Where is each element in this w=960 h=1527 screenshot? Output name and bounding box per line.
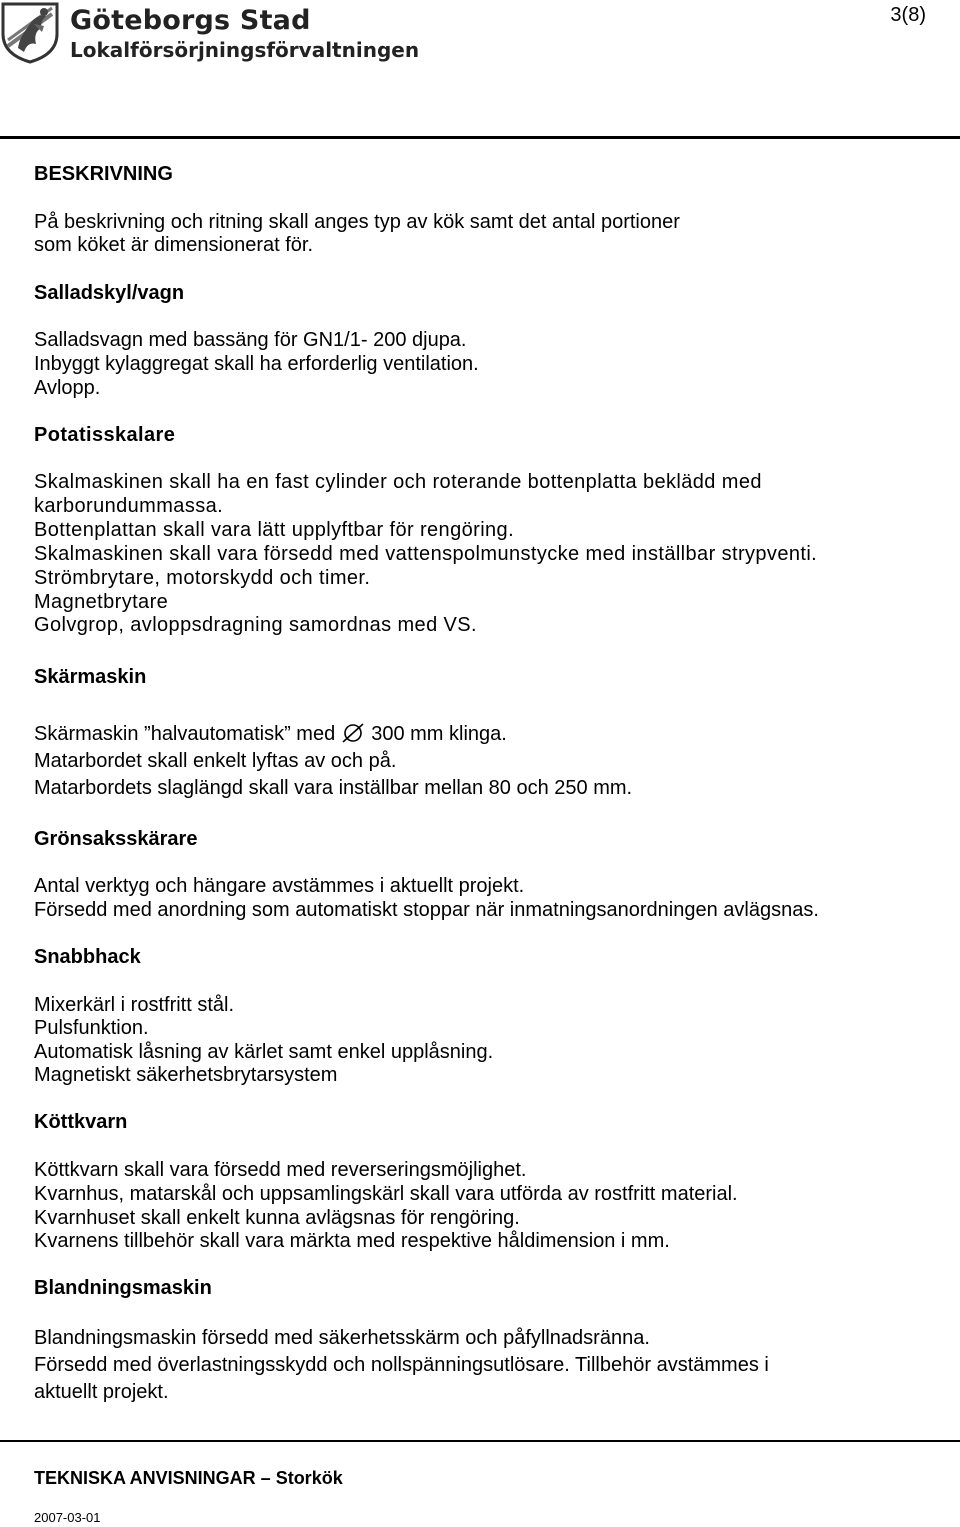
section-heading-skarmaskin: Skärmaskin xyxy=(34,666,147,688)
text-line: Blandningsmaskin försedd med säkerhetsskärm och påfyllnadsränna. xyxy=(34,1327,650,1349)
diameter-symbol-icon xyxy=(341,723,365,743)
text-line: Pulsfunktion. xyxy=(34,1017,149,1039)
section-heading-kottkvarn: Köttkvarn xyxy=(34,1111,128,1133)
text-line: Försedd med anordning som automatiskt stoppar när inmatningsanordningen avlägsnas. xyxy=(34,899,819,921)
text-line: Skalmaskinen skall ha en fast cylinder och roterande bottenplatta beklädd med xyxy=(34,471,762,493)
city-crest-logo xyxy=(0,0,60,64)
footer-divider xyxy=(0,1440,960,1442)
text-line: Matarbordets slaglängd skall vara inställbar mellan 80 och 250 mm. xyxy=(34,777,633,799)
footer-title: TEKNISKA ANVISNINGAR – Storkök xyxy=(34,1468,343,1488)
text-line: aktuellt projekt. xyxy=(34,1381,169,1403)
text-line: Antal verktyg och hängare avstämmes i aktuellt projekt. xyxy=(34,875,525,897)
header-divider xyxy=(0,136,960,139)
page-number: 3(8) xyxy=(890,4,926,26)
text-fragment: Skärmaskin ”halvautomatisk” med xyxy=(34,723,336,745)
text-line: Automatisk låsning av kärlet samt enkel upplåsning. xyxy=(34,1041,494,1063)
text-line: Salladsvagn med bassäng för GN1/1- 200 djupa. xyxy=(34,329,467,351)
text-line: Skalmaskinen skall vara försedd med vattenspolmunstycke med inställbar strypventi. xyxy=(34,543,818,565)
organization-header xyxy=(70,6,419,62)
text-line: Kvarnhuset skall enkelt kunna avlägsnas för rengöring. xyxy=(34,1207,520,1229)
text-line: Mixerkärl i rostfritt stål. xyxy=(34,994,235,1016)
text-line: Matarbordet skall enkelt lyftas av och på. xyxy=(34,750,397,772)
text-line: karborundummassa. xyxy=(34,495,224,517)
text-line: Magnetiskt säkerhetsbrytarsystem xyxy=(34,1064,338,1086)
text-line: Köttkvarn skall vara försedd med reverseringsmöjlighet. xyxy=(34,1159,527,1181)
organization-name: Göteborgs Stad xyxy=(70,5,311,36)
organization-department: Lokalförsörjningsförvaltningen xyxy=(70,38,420,62)
footer-date: 2007-03-01 xyxy=(34,1510,101,1525)
text-line: som köket är dimensionerat för. xyxy=(34,234,314,256)
text-line: Golvgrop, avloppsdragning samordnas med VS. xyxy=(34,614,477,636)
text-line: Avlopp. xyxy=(34,377,101,399)
text-line: Kvarnhus, matarskål och uppsamlingskärl skall vara utförda av rostfritt material. xyxy=(34,1183,738,1205)
section-heading-beskrivning: BESKRIVNING xyxy=(34,163,173,185)
text-line: Inbyggt kylaggregat skall ha erforderlig ventilation. xyxy=(34,353,479,375)
text-line: Strömbrytare, motorskydd och timer. xyxy=(34,567,371,589)
text-line: Försedd med överlastningsskydd och nollspänningsutlösare. Tillbehör avstämmes i xyxy=(34,1354,769,1376)
text-line xyxy=(34,722,507,746)
text-line: Bottenplattan skall vara lätt upplyftbar för rengöring. xyxy=(34,519,515,541)
text-fragment: 300 mm klinga. xyxy=(371,723,507,745)
text-line: På beskrivning och ritning skall anges typ av kök samt det antal portioner xyxy=(34,211,680,233)
section-heading-salladskyl: Salladskyl/vagn xyxy=(34,282,185,304)
text-line: Magnetbrytare xyxy=(34,591,169,613)
section-heading-snabbhack: Snabbhack xyxy=(34,946,141,968)
text-line: Kvarnens tillbehör skall vara märkta med respektive håldimension i mm. xyxy=(34,1230,670,1252)
section-heading-gronsaksskarare: Grönsaksskärare xyxy=(34,828,198,850)
section-heading-blandningsmaskin: Blandningsmaskin xyxy=(34,1277,212,1299)
section-heading-potatisskalare: Potatisskalare xyxy=(34,424,176,446)
